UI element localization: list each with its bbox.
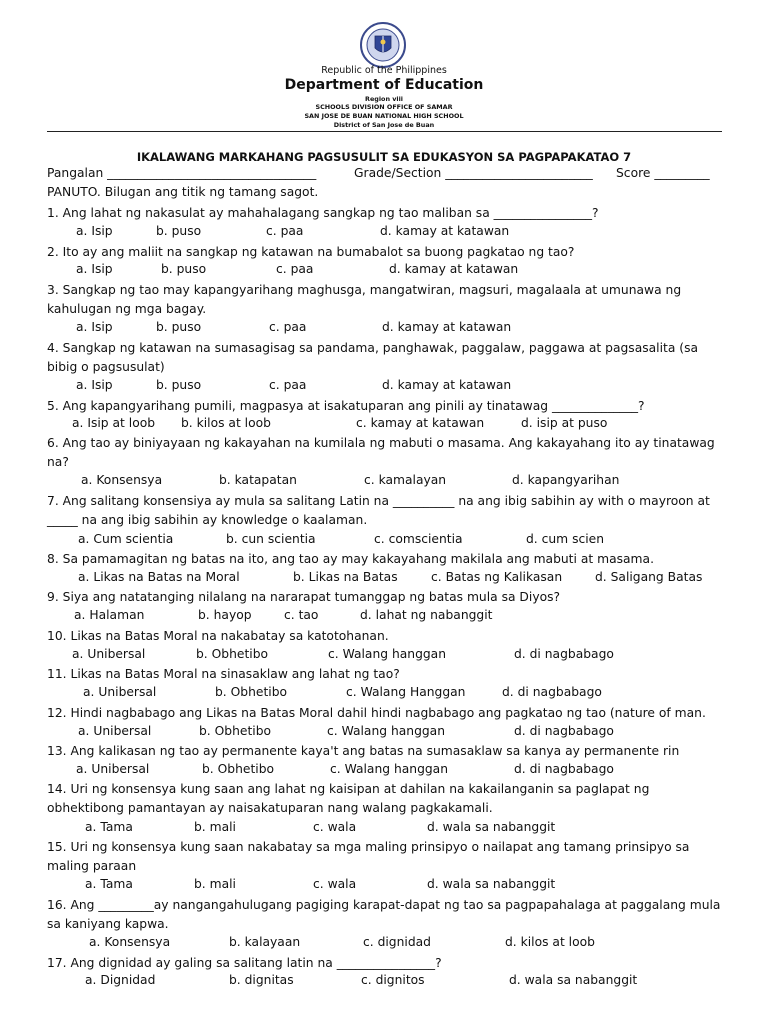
question-2-option-b: b. puso (161, 262, 207, 276)
question-5-option-a: a. Isip at loob (72, 416, 156, 430)
question-10-text: 10. Likas na Batas Moral na nakabatay sa katotohanan. (47, 629, 389, 643)
republic-line: Republic of the Philippines (321, 65, 447, 76)
question-3-option-b: b. puso (156, 320, 202, 334)
question-12-option-a: a. Unibersal (78, 724, 152, 738)
question-13-option-b: b. Obhetibo (202, 762, 275, 776)
score-field: Score _________ (616, 166, 710, 180)
question-3-text: 3. Sangkap ng tao may kapangyarihang maghusga, mangatwiran, magsuri, magalaala at umunawa ng kahulugan ng mga bagay. (47, 283, 682, 316)
question-16-option-d: d. kilos at loob (505, 935, 595, 949)
question-2-option-d: d. kamay at katawan (389, 262, 519, 276)
question-6-option-c: c. kamalayan (364, 473, 447, 487)
question-7-option-d: d. cum scien (526, 532, 605, 546)
question-10-option-d: d. di nagbabago (514, 647, 614, 661)
district-line: District of San Jose de Buan (333, 121, 435, 129)
question-9-option-a: a. Halaman (74, 608, 145, 622)
question-17-option-a: a. Dignidad (85, 973, 156, 987)
header-divider (47, 131, 722, 132)
question-14-option-b: b. mali (194, 820, 236, 834)
question-13-option-a: a. Unibersal (76, 762, 150, 776)
question-10-option-b: b. Obhetibo (196, 647, 269, 661)
question-14-option-c: c. wala (313, 820, 357, 834)
question-1-option-a: a. Isip (76, 224, 113, 238)
region-line: Region viii (365, 95, 403, 103)
question-1-option-c: c. paa (266, 224, 304, 238)
question-1-text: 1. Ang lahat ng nakasulat ay mahahalagang sangkap ng tao maliban sa ________________? (47, 206, 599, 220)
division-line: SCHOOLS DIVISION OFFICE OF SAMAR (315, 103, 453, 111)
question-16-option-a: a. Konsensya (89, 935, 171, 949)
question-11-text: 11. Likas na Batas Moral na sinasaklaw ang lahat ng tao? (47, 667, 400, 681)
grade-section-field: Grade/Section ________________________ (354, 166, 593, 180)
question-7-option-c: c. comscientia (374, 532, 463, 546)
question-3-option-c: c. paa (269, 320, 307, 334)
question-4-option-d: d. kamay at katawan (382, 378, 512, 392)
question-9-option-d: d. lahat ng nabanggit (360, 608, 493, 622)
question-10-option-a: a. Unibersal (72, 647, 146, 661)
question-15-option-a: a. Tama (85, 877, 133, 891)
question-4-option-b: b. puso (156, 378, 202, 392)
department-name: Department of Education (284, 77, 484, 93)
question-14-text: 14. Uri ng konsensya kung saan ang lahat ng kaisipan at dahilan na kakailanganin sa paglapat ng obhektibong pamantayan ay naisakatuparan nang walang pagkakamali. (47, 782, 650, 815)
question-11-option-b: b. Obhetibo (215, 685, 288, 699)
question-9-option-c: c. tao (284, 608, 319, 622)
instructions: PANUTO. Bilugan ang titik ng tamang sagot. (47, 185, 319, 199)
question-4-option-c: c. paa (269, 378, 307, 392)
question-15-option-c: c. wala (313, 877, 357, 891)
question-5-option-b: b. kilos at loob (181, 416, 271, 430)
question-16-text: 16. Ang _________ay nangangahulugang pagiging karapat-dapat ng tao sa pagpapahalaga at paggalang mula sa kaniyang kapwa. (47, 898, 721, 931)
question-16-option-b: b. kalayaan (229, 935, 301, 949)
question-15-option-b: b. mali (194, 877, 236, 891)
question-11-option-d: d. di nagbabago (502, 685, 602, 699)
question-9-option-b: b. hayop (198, 608, 252, 622)
question-8-option-d: d. Saligang Batas (595, 570, 703, 584)
question-1-option-d: d. kamay at katawan (380, 224, 510, 238)
question-3-option-d: d. kamay at katawan (382, 320, 512, 334)
question-6-text: 6. Ang tao ay biniyayaan ng kakayahan na kumilala ng mabuti o masama. Ang kakayahang ito ay tinatawag na? (47, 436, 715, 469)
question-15-option-d: d. wala sa nabanggit (427, 877, 556, 891)
question-2-option-c: c. paa (276, 262, 314, 276)
question-6-option-d: d. kapangyarihan (512, 473, 620, 487)
question-7-option-a: a. Cum scientia (78, 532, 174, 546)
question-11-option-a: a. Unibersal (83, 685, 157, 699)
question-8-option-a: a. Likas na Batas na Moral (78, 570, 240, 584)
question-13-text: 13. Ang kalikasan ng tao ay permanente kaya't ang batas na sumasaklaw sa kanya ay permanente rin (47, 744, 680, 758)
exam-title: IKALAWANG MARKAHANG PAGSUSULIT SA EDUKASYON SA PAGPAPAKATAO 7 (136, 150, 632, 164)
question-5-text: 5. Ang kapangyarihang pumili, magpasya at isakatuparan ang pinili ay tinatawag ______________? (47, 399, 645, 413)
question-9-text: 9. Siya ang natatanging nilalang na nararapat tumanggap ng batas mula sa Diyos? (47, 590, 561, 604)
question-12-option-b: b. Obhetibo (199, 724, 272, 738)
question-7-text: 7. Ang salitang konsensiya ay mula sa salitang Latin na __________ na ang ibig sabihin ay with o mayroon at _____ na ang ibig sabihin ay knowledge o kaalaman. (47, 494, 710, 527)
question-6-option-a: a. Konsensya (81, 473, 163, 487)
question-17-option-d: d. wala sa nabanggit (509, 973, 638, 987)
question-17-text: 17. Ang dignidad ay galing sa salitang latin na ________________? (47, 956, 442, 970)
question-13-option-d: d. di nagbabago (514, 762, 614, 776)
question-5-option-c: c. kamay at katawan (356, 416, 485, 430)
question-3-option-a: a. Isip (76, 320, 113, 334)
question-12-text: 12. Hindi nagbabago ang Likas na Batas Moral dahil hindi nagbabago ang pagkatao ng tao (nature of man. (47, 706, 706, 720)
question-2-option-a: a. Isip (76, 262, 113, 276)
name-field: Pangalan __________________________________ (47, 166, 317, 180)
question-15-text: 15. Uri ng konsensya kung saan nakabatay sa mga maling prinsipyo o nailapat ang tamang prinsipyo sa maling paraan (47, 840, 690, 873)
question-10-option-c: c. Walang hanggan (328, 647, 447, 661)
question-7-option-b: b. cun scientia (226, 532, 316, 546)
question-8-text: 8. Sa pamamagitan ng batas na ito, ang tao ay may kakayahang makilala ang mabuti at masama. (47, 552, 654, 566)
question-17-option-b: b. dignitas (229, 973, 294, 987)
question-8-option-c: c. Batas ng Kalikasan (431, 570, 563, 584)
question-8-option-b: b. Likas na Batas (293, 570, 398, 584)
question-14-option-d: d. wala sa nabanggit (427, 820, 556, 834)
deped-seal (354, 20, 412, 70)
question-17-option-c: c. dignitos (361, 973, 425, 987)
question-12-option-c: c. Walang hanggan (327, 724, 446, 738)
school-line: SAN JOSE DE BUAN NATIONAL HIGH SCHOOL (304, 112, 464, 120)
question-4-option-a: a. Isip (76, 378, 113, 392)
question-5-option-d: d. isip at puso (521, 416, 608, 430)
question-12-option-d: d. di nagbabago (514, 724, 614, 738)
question-16-option-c: c. dignidad (363, 935, 431, 949)
question-14-option-a: a. Tama (85, 820, 133, 834)
question-4-text: 4. Sangkap ng katawan na sumasagisag sa pandama, panghawak, paggalaw, paggawa at pagsasalita (sa bibig o pagsusulat) (47, 341, 699, 374)
question-11-option-c: c. Walang Hanggan (346, 685, 466, 699)
question-1-option-b: b. puso (156, 224, 202, 238)
question-2-text: 2. Ito ay ang maliit na sangkap ng katawan na bumabalot sa buong pagkatao ng tao? (47, 245, 575, 259)
question-6-option-b: b. katapatan (219, 473, 297, 487)
question-13-option-c: c. Walang hanggan (330, 762, 449, 776)
